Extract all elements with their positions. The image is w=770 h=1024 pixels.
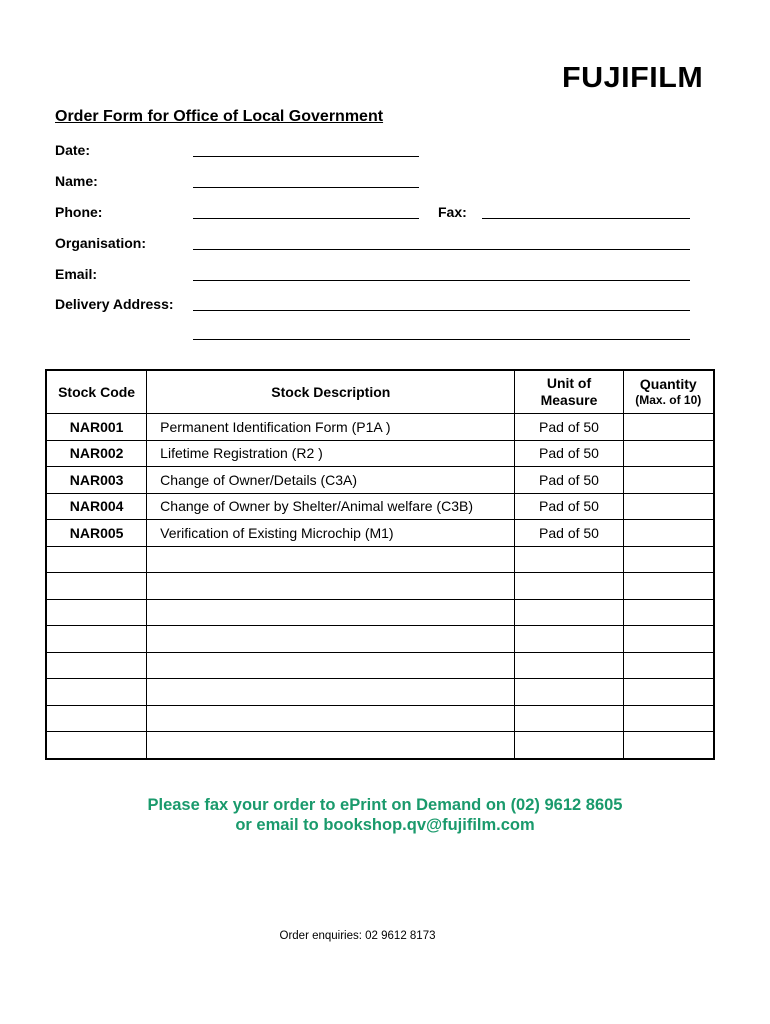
- stock-description-cell[interactable]: [147, 573, 515, 600]
- stock-code-cell: NAR001: [46, 414, 147, 441]
- table-row-empty: [46, 626, 714, 653]
- header-quantity: [623, 370, 714, 414]
- header-unit-line2: Measure: [540, 392, 598, 408]
- stock-code-cell[interactable]: [46, 679, 147, 706]
- quantity-cell[interactable]: [623, 493, 714, 520]
- fax-instructions-line1: Please fax your order to ePrint on Demand on (02) 9612 8605: [147, 796, 623, 814]
- name-line[interactable]: [193, 187, 419, 188]
- stock-description-cell: Lifetime Registration (R2 ): [147, 440, 515, 467]
- quantity-cell[interactable]: [623, 599, 714, 626]
- quantity-cell[interactable]: [623, 467, 714, 494]
- stock-description-cell: Change of Owner by Shelter/Animal welfare (C3B): [147, 493, 515, 520]
- unit-cell[interactable]: [515, 652, 623, 679]
- quantity-cell[interactable]: [623, 679, 714, 706]
- stock-code-cell[interactable]: [46, 652, 147, 679]
- unit-cell[interactable]: [515, 705, 623, 732]
- stock-code-cell[interactable]: [46, 732, 147, 759]
- stock-code-cell: NAR003: [46, 467, 147, 494]
- delivery-address-line-1[interactable]: [193, 310, 690, 311]
- stock-description-cell[interactable]: [147, 652, 515, 679]
- stock-description-cell: Verification of Existing Microchip (M1): [147, 520, 515, 547]
- stock-code-cell: NAR002: [46, 440, 147, 467]
- unit-cell: Pad of 50: [515, 414, 623, 441]
- unit-cell[interactable]: [515, 732, 623, 759]
- organisation-label: Organisation:: [55, 235, 147, 251]
- unit-cell: Pad of 50: [515, 467, 623, 494]
- fax-instructions-line2[interactable]: or email to bookshop.qv@fujifilm.com: [235, 816, 535, 834]
- stock-code-cell[interactable]: [46, 626, 147, 653]
- table-header-row: [46, 370, 714, 414]
- unit-cell[interactable]: [515, 599, 623, 626]
- table-row: [46, 414, 714, 441]
- quantity-cell[interactable]: [623, 520, 714, 547]
- quantity-cell[interactable]: [623, 705, 714, 732]
- delivery-address-line-2[interactable]: [193, 339, 690, 340]
- table-row: [46, 440, 714, 467]
- unit-cell: Pad of 50: [515, 520, 623, 547]
- email-line[interactable]: [193, 280, 690, 281]
- fax-instructions: [0, 795, 770, 835]
- name-label: Name:: [55, 173, 98, 189]
- header-stock-description: Stock Description: [147, 370, 515, 414]
- phone-line[interactable]: [193, 218, 419, 219]
- stock-description-cell[interactable]: [147, 626, 515, 653]
- quantity-cell[interactable]: [623, 414, 714, 441]
- table-row-empty: [46, 732, 714, 759]
- organisation-line[interactable]: [193, 249, 690, 250]
- email-label: Email:: [55, 266, 98, 282]
- unit-cell[interactable]: [515, 573, 623, 600]
- stock-description-cell: Change of Owner/Details (C3A): [147, 467, 515, 494]
- header-stock-code: Stock Code: [46, 370, 147, 414]
- quantity-cell[interactable]: [623, 732, 714, 759]
- order-enquiries: Order enquiries: 02 9612 8173: [279, 930, 436, 942]
- unit-cell[interactable]: [515, 546, 623, 573]
- fax-label: Fax:: [438, 204, 467, 220]
- table-row-empty: [46, 573, 714, 600]
- stock-code-cell[interactable]: [46, 573, 147, 600]
- header-unit-line1: Unit of: [546, 375, 592, 391]
- stock-code-cell[interactable]: [46, 705, 147, 732]
- unit-cell: Pad of 50: [515, 493, 623, 520]
- table-row: [46, 493, 714, 520]
- delivery-address-label: Delivery Address:: [55, 296, 174, 312]
- stock-description-cell[interactable]: [147, 546, 515, 573]
- phone-label: Phone:: [55, 204, 103, 220]
- header-qty-line1: Quantity: [639, 376, 697, 392]
- quantity-cell[interactable]: [623, 652, 714, 679]
- table-row-empty: [46, 705, 714, 732]
- stock-description-cell: Permanent Identification Form (P1A ): [147, 414, 515, 441]
- table-row: [46, 467, 714, 494]
- stock-description-cell[interactable]: [147, 599, 515, 626]
- quantity-cell[interactable]: [623, 626, 714, 653]
- stock-description-cell[interactable]: [147, 705, 515, 732]
- unit-cell[interactable]: [515, 679, 623, 706]
- table-row-empty: [46, 546, 714, 573]
- date-label: Date:: [55, 142, 91, 158]
- stock-description-cell[interactable]: [147, 679, 515, 706]
- quantity-cell[interactable]: [623, 440, 714, 467]
- table-row-empty: [46, 652, 714, 679]
- stock-code-cell: NAR005: [46, 520, 147, 547]
- form-title: Order Form for Office of Local Government: [55, 108, 384, 125]
- quantity-cell[interactable]: [623, 546, 714, 573]
- stock-code-cell[interactable]: [46, 546, 147, 573]
- stock-code-cell[interactable]: [46, 599, 147, 626]
- table-row: [46, 520, 714, 547]
- unit-cell: Pad of 50: [515, 440, 623, 467]
- unit-cell[interactable]: [515, 626, 623, 653]
- table-row-empty: [46, 679, 714, 706]
- quantity-cell[interactable]: [623, 573, 714, 600]
- stock-table: [45, 369, 715, 760]
- fax-line[interactable]: [482, 218, 690, 219]
- date-line[interactable]: [193, 156, 419, 157]
- header-qty-line2: (Max. of 10): [635, 393, 702, 407]
- table-row-empty: [46, 599, 714, 626]
- stock-code-cell: NAR004: [46, 493, 147, 520]
- fujifilm-logo: FUJIFILM: [562, 62, 704, 94]
- stock-description-cell[interactable]: [147, 732, 515, 759]
- header-unit-of-measure: [515, 370, 623, 414]
